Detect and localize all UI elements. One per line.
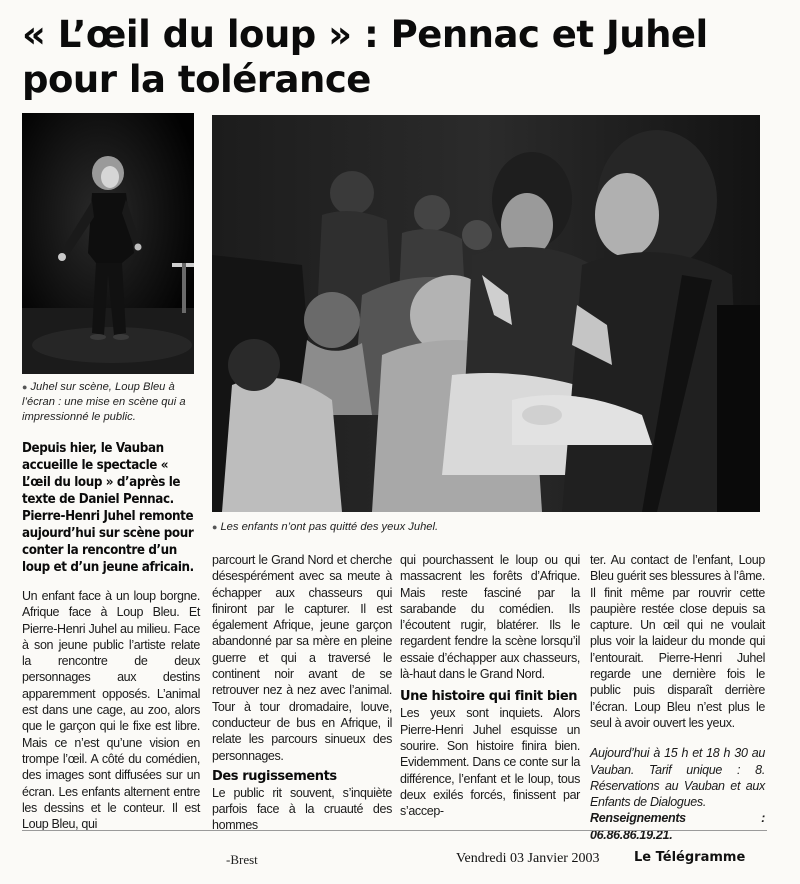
subheading-des-rugissements: Des rugissements [212,768,337,784]
practical-info: Aujourd’hui à 15 h et 18 h 30 au Vauban. Tarif unique : 8. Réservations au Vauban et aux Enfants de Dialogues. [590,746,765,810]
photo-caption-performer: ● Juhel sur scène, Loup Bleu à l’écran : une mise en scène qui a impressionné le public. [22,381,186,423]
subheading-une-histoire-qui-finit-bien: Une histoire qui finit bien [400,689,578,705]
contact-info: Renseignements : 06.86.86.19.21. [590,811,765,842]
footer-section: -Brest [226,852,258,867]
article-column-4 [590,552,765,843]
article-lead: Depuis hier, le Vauban accueille le spectacle « L’œil du loup » d’après le texte de Daniel Pennac. Pierre-Henri Juhel remonte aujourd’hui sur scène pour conter la rencontre d’un loup et d’un jeune africain. [22,441,194,575]
headline: « L’œil du loup » : Pennac et Juhel pour la tolérance [22,13,708,101]
bullet-icon: ● [212,522,218,532]
article-column-1 [22,588,200,832]
article-paragraph: Un enfant face à un loup borgne. Afrique face à Loup Bleu. Et Pierre-Henri Juhel au milieu. Face à son jeune public l’artiste relate la rencontre de deux personnages aux destins apparemment opposés. L’animal est dans une cage, au zoo, alors que le garçon qui le fixe est libre. Mais ce n’est qu’une vision en trompe l’œil. A côté du comédien, des images sont diffusées sur un écran. Les enfants alternent entre les dessins et le conteur. Il est Loup Bleu, qui [22,589,200,832]
article-paragraph: ter. Au contact de l’enfant, Loup Bleu guérit ses blessures à l’âme. Il finit même par rouvrir cette paupière restée close depuis sa capture. Un œil qui ne voulait plus voir la laideur du monde qui l’entourait. Pierre-Henri Juhel regarde une dernière fois le public puis disparaît derrière l’écran. Loup Bleu n’est plus le seul à avoir ouvert les yeux. [590,553,765,730]
article-paragraph: qui pourchassent le loup ou qui massacrent les forêts d’Afrique. Mais reste fasciné par la sarabande du comédien. Ils l’écoutent rugir, blatérer. Ils le regardent fendre la scène lorsqu’il essaie d’échapper aux chasseurs, là-haut dans le Grand Nord. [400,553,580,682]
article-paragraph: Le public rit souvent, s’inquiète parfois face à la cruauté des hommes [212,785,392,833]
photo-children-audience [212,115,760,512]
footer-rule [22,830,767,831]
article-column-2 [212,552,392,834]
footer-newspaper: Le Télégramme [634,850,746,865]
bullet-icon: ● [22,382,28,392]
article-paragraph: Les yeux sont inquiets. Alors Pierre-Henri Juhel esquisse un sourire. Son histoire finira bien. Evidemment. Dans ce conte sur la différence, l’enfant et le loup, tous deux exilés forcés, finissent par s’accep- [400,706,580,819]
article-column-3 [400,552,580,819]
footer-date: Vendredi 03 Janvier 2003 [456,851,600,866]
photo-caption-children: ● Les enfants n’ont pas quitté des yeux Juhel. [212,521,439,533]
photo-performer-on-stage [22,113,194,374]
article-paragraph: parcourt le Grand Nord et cherche désespérément avec sa meute à échapper aux chasseurs qui finiront par le capturer. Il est également Afrique, jeune garçon abandonné par sa mère en pleine guerre et qui a traversé le continent noir avant de se retrouver nez à nez avec l’animal. Tour à tour dromadaire, louve, conducteur de bus en Afrique, il relate les parcours sinueux des personnages. [212,553,392,763]
